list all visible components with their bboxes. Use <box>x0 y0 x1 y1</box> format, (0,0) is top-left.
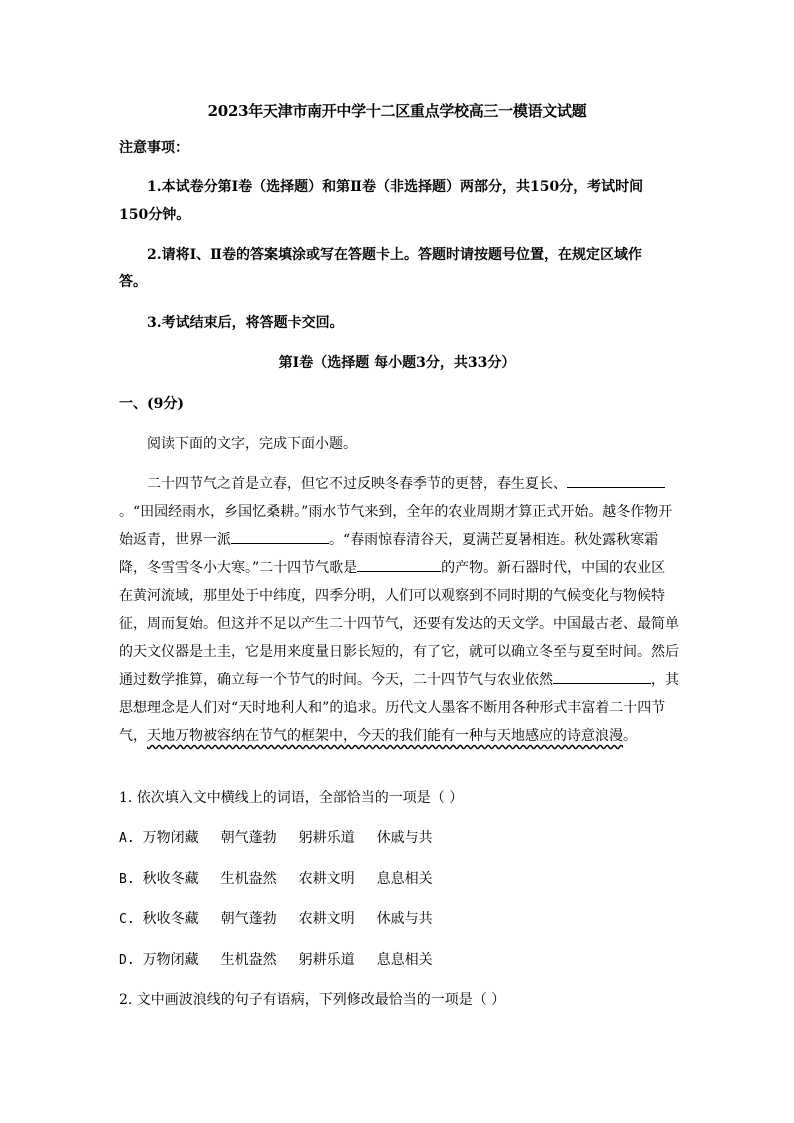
notice-item-2a: 2.请将Ⅰ、Ⅱ卷的答案填涂或写在答题卡上。答题时请按题号位置，在规定区域作 <box>147 247 642 263</box>
notice-item-3: 3.考试结束后，将答题卡交回。 <box>147 315 344 331</box>
option-label: B. <box>119 872 135 887</box>
passage-text-2: 。“田园经雨水，乡国忆桑耕。”雨水节气来到，全年的农业周期才算正式开始。越冬作物开始返青，世界一派 <box>119 504 673 548</box>
option-c <box>119 909 455 930</box>
option-item: 朝气蓬勃 <box>220 830 277 846</box>
passage-paragraph <box>119 470 679 750</box>
option-d <box>119 950 455 971</box>
option-item: 休戚与共 <box>376 830 433 846</box>
option-b <box>119 869 455 890</box>
option-a <box>119 828 455 849</box>
option-item: 躬耕乐道 <box>298 952 355 968</box>
answer-blank-2 <box>231 529 329 544</box>
option-item: 息息相关 <box>376 952 433 968</box>
option-label: D. <box>119 953 135 968</box>
question-1: 1. 依次填入文中横线上的词语，全部恰当的一项是（ ） <box>119 790 464 806</box>
passage-text-6: 。 <box>623 728 637 744</box>
option-item: 秋收冬藏 <box>142 911 199 927</box>
option-label: C. <box>119 912 135 927</box>
passage-text-4: 的产物。新石器时代，中国的农业区在黄河流域，那里处于中纬度，四季分明，人们可以观察到不同时期的气候变化与物候特征，周而复始。但这并不足以产生二十四节气，还要有发达的天文学。中国最古老、最简单的天文仪器是土圭，它是用来度量日影长短的，有了它，就可以确立冬至与夏至时间。然后通过数学推算，确立每一个节气的时间。今天，二十四节气与农业依然 <box>119 560 679 688</box>
answer-blank-4 <box>553 669 651 684</box>
notice-item-2b: 答。 <box>119 274 147 290</box>
notice-heading: 注意事项： <box>119 140 189 156</box>
option-label: A. <box>119 831 135 846</box>
option-item: 生机盎然 <box>220 952 277 968</box>
passage-text-1: 二十四节气之首是立春，但它不过反映冬春季节的更替，春生夏长、 <box>147 476 567 492</box>
passage-text-5: ，其思想理念是人们对“天时地利人和”的追求。历代文人墨客不断用各种形式丰富着二十四节气， <box>119 672 679 744</box>
section-heading: 第Ⅰ卷（选择题 每小题3分，共33分） <box>278 355 516 371</box>
option-item: 秋收冬藏 <box>142 871 199 887</box>
answer-blank-3 <box>357 557 441 572</box>
option-item: 万物闭藏 <box>142 952 199 968</box>
question-2: 2. 文中画波浪线的句子有语病，下列修改最恰当的一项是（ ） <box>119 992 506 1008</box>
option-item: 生机盎然 <box>220 871 277 887</box>
option-item: 休戚与共 <box>376 911 433 927</box>
option-item: 万物闭藏 <box>142 830 199 846</box>
option-item: 农耕文明 <box>298 911 355 927</box>
notice-item-1b: 150分钟。 <box>119 207 191 223</box>
option-item: 农耕文明 <box>298 871 355 887</box>
passage-text-3: 。“春雨惊春清谷天，夏满芒夏暑相连。秋处露秋寒霜降，冬雪雪冬小大寒。”二十四节气歌是 <box>119 532 659 576</box>
wavy-underlined-sentence: 天地万物被容纳在节气的框架中，今天的我们能有一种与天地感应的诗意浪漫 <box>147 728 623 744</box>
reading-instruction: 阅读下面的文字，完成下面小题。 <box>147 436 357 452</box>
notice-item-1a: 1.本试卷分第Ⅰ卷（选择题）和第Ⅱ卷（非选择题）两部分，共150分，考试时间 <box>147 179 644 195</box>
answer-blank-1 <box>567 473 665 488</box>
part-heading: 一、(9分) <box>119 396 184 412</box>
option-item: 躬耕乐道 <box>298 830 355 846</box>
page-title: 2023年天津市南开中学十二区重点学校高三一模语文试题 <box>207 102 587 120</box>
option-item: 息息相关 <box>376 871 433 887</box>
option-item: 朝气蓬勃 <box>220 911 277 927</box>
